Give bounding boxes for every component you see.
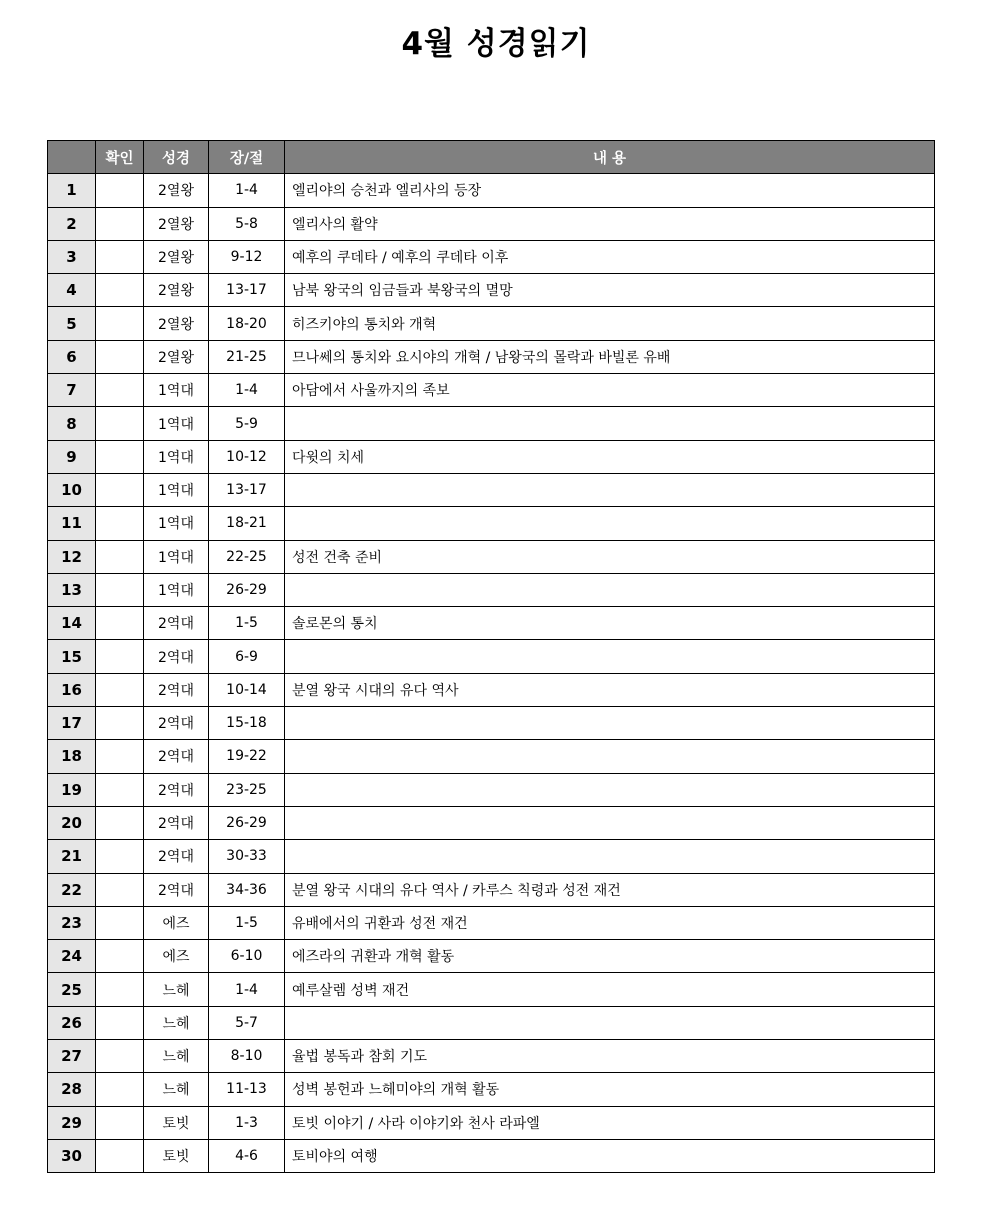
table-row	[48, 906, 935, 939]
day-number: 19	[48, 773, 96, 806]
day-number: 18	[48, 740, 96, 773]
check-cell[interactable]	[96, 240, 144, 273]
book-cell: 2열왕	[144, 307, 209, 340]
chapters-cell: 6-9	[209, 640, 285, 673]
book-cell: 2역대	[144, 740, 209, 773]
day-number: 12	[48, 540, 96, 573]
table-row	[48, 307, 935, 340]
check-cell[interactable]	[96, 207, 144, 240]
book-cell: 2열왕	[144, 174, 209, 207]
day-number: 27	[48, 1040, 96, 1073]
header-book: 성경	[144, 141, 209, 174]
book-cell: 에즈	[144, 906, 209, 939]
chapters-cell: 10-14	[209, 673, 285, 706]
day-number: 6	[48, 340, 96, 373]
header-chapters: 장/절	[209, 141, 285, 174]
content-cell: 성전 건축 준비	[285, 540, 935, 573]
check-cell[interactable]	[96, 640, 144, 673]
book-cell: 2역대	[144, 673, 209, 706]
check-cell[interactable]	[96, 773, 144, 806]
content-cell: 토빗 이야기 / 사라 이야기와 천사 라파엘	[285, 1106, 935, 1139]
day-number: 21	[48, 840, 96, 873]
chapters-cell: 22-25	[209, 540, 285, 573]
table-row	[48, 773, 935, 806]
book-cell: 1역대	[144, 374, 209, 407]
check-cell[interactable]	[96, 1139, 144, 1172]
check-cell[interactable]	[96, 407, 144, 440]
day-number: 7	[48, 374, 96, 407]
chapters-cell: 26-29	[209, 806, 285, 839]
check-cell[interactable]	[96, 274, 144, 307]
table-row	[48, 440, 935, 473]
chapters-cell: 13-17	[209, 473, 285, 506]
table-row	[48, 607, 935, 640]
content-cell: 다윗의 치세	[285, 440, 935, 473]
table-row	[48, 673, 935, 706]
content-cell	[285, 707, 935, 740]
check-cell[interactable]	[96, 607, 144, 640]
book-cell: 2역대	[144, 707, 209, 740]
check-cell[interactable]	[96, 1006, 144, 1039]
book-cell: 1역대	[144, 473, 209, 506]
check-cell[interactable]	[96, 840, 144, 873]
book-cell: 느헤	[144, 1006, 209, 1039]
content-cell: 유배에서의 귀환과 성전 재건	[285, 906, 935, 939]
content-cell	[285, 740, 935, 773]
table-header-row	[48, 141, 935, 174]
book-cell: 느헤	[144, 1040, 209, 1073]
chapters-cell: 18-20	[209, 307, 285, 340]
book-cell: 에즈	[144, 940, 209, 973]
content-cell: 예후의 쿠데타 / 예후의 쿠데타 이후	[285, 240, 935, 273]
table-row	[48, 940, 935, 973]
table-row	[48, 207, 935, 240]
content-cell: 성벽 봉헌과 느헤미야의 개혁 활동	[285, 1073, 935, 1106]
content-cell	[285, 806, 935, 839]
content-cell	[285, 407, 935, 440]
check-cell[interactable]	[96, 973, 144, 1006]
chapters-cell: 13-17	[209, 274, 285, 307]
chapters-cell: 23-25	[209, 773, 285, 806]
table-row	[48, 407, 935, 440]
content-cell	[285, 1006, 935, 1039]
check-cell[interactable]	[96, 1106, 144, 1139]
table-row	[48, 573, 935, 606]
book-cell: 2열왕	[144, 240, 209, 273]
content-cell: 히즈키야의 통치와 개혁	[285, 307, 935, 340]
book-cell: 2역대	[144, 640, 209, 673]
chapters-cell: 18-21	[209, 507, 285, 540]
chapters-cell: 5-8	[209, 207, 285, 240]
content-cell: 토비야의 여행	[285, 1139, 935, 1172]
check-cell[interactable]	[96, 473, 144, 506]
content-cell	[285, 640, 935, 673]
day-number: 28	[48, 1073, 96, 1106]
day-number: 3	[48, 240, 96, 273]
table-row	[48, 473, 935, 506]
table-row	[48, 507, 935, 540]
chapters-cell: 5-7	[209, 1006, 285, 1039]
book-cell: 1역대	[144, 507, 209, 540]
check-cell[interactable]	[96, 340, 144, 373]
chapters-cell: 6-10	[209, 940, 285, 973]
check-cell[interactable]	[96, 573, 144, 606]
day-number: 15	[48, 640, 96, 673]
day-number: 29	[48, 1106, 96, 1139]
day-number: 11	[48, 507, 96, 540]
book-cell: 2역대	[144, 806, 209, 839]
chapters-cell: 15-18	[209, 707, 285, 740]
check-cell[interactable]	[96, 307, 144, 340]
table-row	[48, 973, 935, 1006]
day-number: 14	[48, 607, 96, 640]
book-cell: 1역대	[144, 573, 209, 606]
day-number: 20	[48, 806, 96, 839]
reading-plan-table	[47, 140, 935, 1173]
check-cell[interactable]	[96, 440, 144, 473]
book-cell: 2역대	[144, 607, 209, 640]
day-number: 5	[48, 307, 96, 340]
check-cell[interactable]	[96, 174, 144, 207]
check-cell[interactable]	[96, 507, 144, 540]
chapters-cell: 19-22	[209, 740, 285, 773]
content-cell: 므나쎄의 통치와 요시야의 개혁 / 남왕국의 몰락과 바빌론 유배	[285, 340, 935, 373]
table-row	[48, 640, 935, 673]
check-cell[interactable]	[96, 806, 144, 839]
book-cell: 2열왕	[144, 340, 209, 373]
content-cell: 에즈라의 귀환과 개혁 활동	[285, 940, 935, 973]
day-number: 30	[48, 1139, 96, 1172]
table-row	[48, 340, 935, 373]
day-number: 26	[48, 1006, 96, 1039]
check-cell[interactable]	[96, 1040, 144, 1073]
day-number: 4	[48, 274, 96, 307]
check-cell[interactable]	[96, 740, 144, 773]
chapters-cell: 1-4	[209, 174, 285, 207]
table-row	[48, 1006, 935, 1039]
table-row	[48, 840, 935, 873]
table-row	[48, 374, 935, 407]
content-cell	[285, 507, 935, 540]
day-number: 23	[48, 906, 96, 939]
content-cell: 분열 왕국 시대의 유다 역사 / 카루스 칙령과 성전 재건	[285, 873, 935, 906]
chapters-cell: 8-10	[209, 1040, 285, 1073]
book-cell: 토빗	[144, 1139, 209, 1172]
chapters-cell: 1-4	[209, 973, 285, 1006]
table-row	[48, 707, 935, 740]
chapters-cell: 1-3	[209, 1106, 285, 1139]
book-cell: 2역대	[144, 873, 209, 906]
check-cell[interactable]	[96, 374, 144, 407]
check-cell[interactable]	[96, 873, 144, 906]
table-row	[48, 1040, 935, 1073]
chapters-cell: 26-29	[209, 573, 285, 606]
chapters-cell: 21-25	[209, 340, 285, 373]
content-cell: 엘리야의 승천과 엘리사의 등장	[285, 174, 935, 207]
day-number: 25	[48, 973, 96, 1006]
day-number: 24	[48, 940, 96, 973]
table-row	[48, 740, 935, 773]
day-number: 22	[48, 873, 96, 906]
day-number: 1	[48, 174, 96, 207]
content-cell: 남북 왕국의 임금들과 북왕국의 멸망	[285, 274, 935, 307]
check-cell[interactable]	[96, 940, 144, 973]
table-row	[48, 540, 935, 573]
header-check: 확인	[96, 141, 144, 174]
book-cell: 느헤	[144, 1073, 209, 1106]
page-title: 4월 성경읽기	[401, 26, 591, 62]
day-number: 13	[48, 573, 96, 606]
content-cell	[285, 473, 935, 506]
check-cell[interactable]	[96, 540, 144, 573]
book-cell: 느헤	[144, 973, 209, 1006]
table-row	[48, 274, 935, 307]
day-number: 9	[48, 440, 96, 473]
content-cell	[285, 573, 935, 606]
book-cell: 1역대	[144, 540, 209, 573]
chapters-cell: 1-4	[209, 374, 285, 407]
check-cell[interactable]	[96, 1073, 144, 1106]
table-row	[48, 240, 935, 273]
content-cell	[285, 840, 935, 873]
chapters-cell: 34-36	[209, 873, 285, 906]
content-cell: 예루살렘 성벽 재건	[285, 973, 935, 1006]
chapters-cell: 9-12	[209, 240, 285, 273]
day-number: 8	[48, 407, 96, 440]
book-cell: 1역대	[144, 440, 209, 473]
book-cell: 2열왕	[144, 207, 209, 240]
chapters-cell: 5-9	[209, 407, 285, 440]
table-row	[48, 873, 935, 906]
chapters-cell: 4-6	[209, 1139, 285, 1172]
day-number: 17	[48, 707, 96, 740]
table-row	[48, 174, 935, 207]
day-number: 10	[48, 473, 96, 506]
chapters-cell: 1-5	[209, 607, 285, 640]
book-cell: 2열왕	[144, 274, 209, 307]
book-cell: 2역대	[144, 773, 209, 806]
chapters-cell: 1-5	[209, 906, 285, 939]
book-cell: 2역대	[144, 840, 209, 873]
content-cell	[285, 773, 935, 806]
header-number	[48, 141, 96, 174]
content-cell: 엘리사의 활약	[285, 207, 935, 240]
check-cell[interactable]	[96, 906, 144, 939]
check-cell[interactable]	[96, 707, 144, 740]
content-cell: 솔로몬의 통치	[285, 607, 935, 640]
table-row	[48, 1106, 935, 1139]
book-cell: 토빗	[144, 1106, 209, 1139]
check-cell[interactable]	[96, 673, 144, 706]
day-number: 16	[48, 673, 96, 706]
content-cell: 율법 봉독과 참회 기도	[285, 1040, 935, 1073]
table-row	[48, 1139, 935, 1172]
table-row	[48, 1073, 935, 1106]
header-content: 내 용	[285, 141, 935, 174]
chapters-cell: 11-13	[209, 1073, 285, 1106]
book-cell: 1역대	[144, 407, 209, 440]
table-row	[48, 806, 935, 839]
content-cell: 분열 왕국 시대의 유다 역사	[285, 673, 935, 706]
day-number: 2	[48, 207, 96, 240]
content-cell: 아담에서 사울까지의 족보	[285, 374, 935, 407]
chapters-cell: 30-33	[209, 840, 285, 873]
chapters-cell: 10-12	[209, 440, 285, 473]
